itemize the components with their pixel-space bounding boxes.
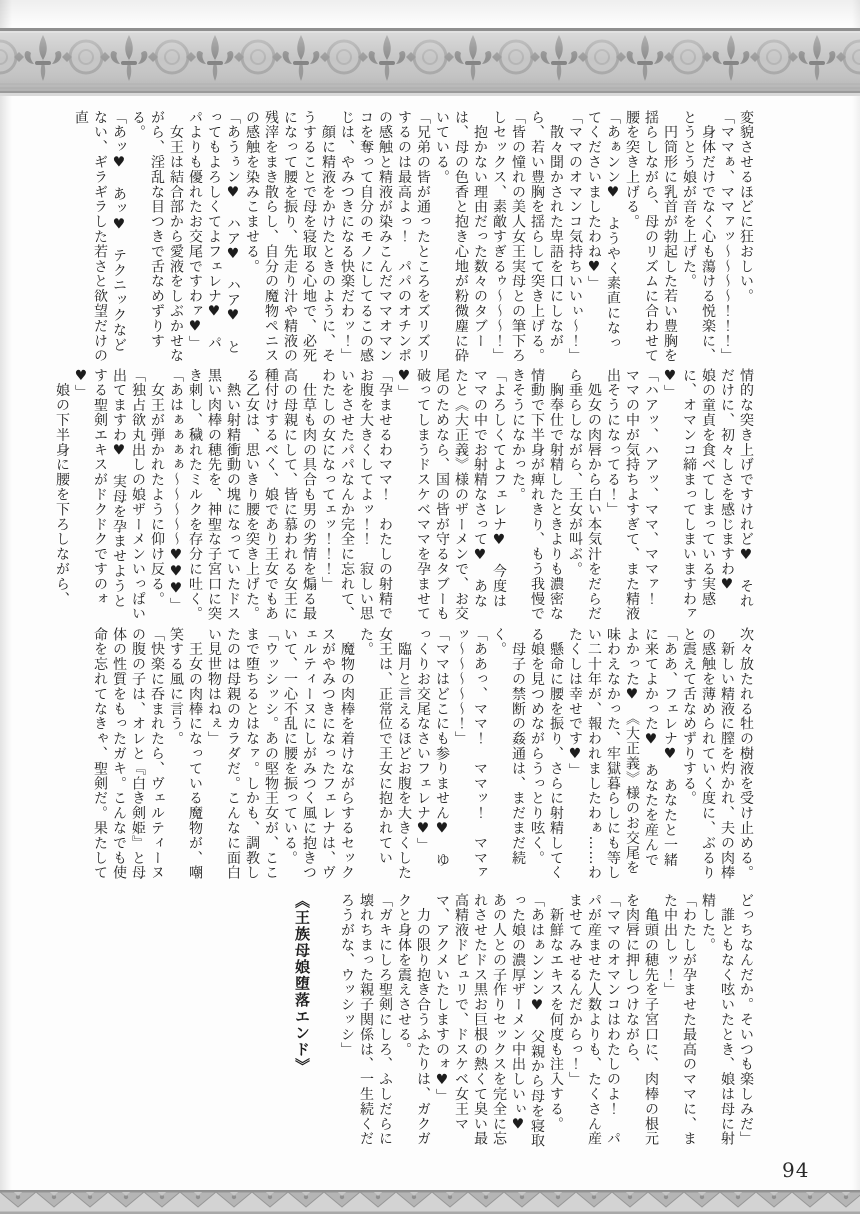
text-line: 「あッ♥ あッ♥ テクニックなどない、ギラギラした若さと欲望だけの直 xyxy=(73,110,127,364)
text-line: 「皆の憧れの美人女王実母との筆下ろしセックス、素敵すぎるゥ〜〜〜！」 xyxy=(491,110,526,364)
text-line: 「兄弟の皆が通ったところをズリズリするのは最高よっ！ パパのオチンポの感触と精液が染みこんだママオマンコを奪って自分のモノにしてるこの感じは、やみつきになる快楽だわッ！」 xyxy=(339,110,431,364)
text-line: 胸奉仕で射精したときよりも濃密な情動で下半身が痺れきり、もう我慢できそうになかった。 xyxy=(510,368,564,622)
text-line: 円筒形に乳首が勃起した若い豊胸を揺らしながら、母のリズムに合わせて腰を突き上げる。 xyxy=(624,110,678,364)
text-line: 臨月と言えるほどお腹を大きくした女王は、正常位で王女に抱かれていた。 xyxy=(358,627,412,881)
ending-label: 《王族母娘堕落エンド》 xyxy=(293,893,311,1075)
ornamental-border-bottom xyxy=(0,1190,860,1214)
text-line: 処女の肉唇から白い本気汁をだらだら垂らしながら、王女が叫ぶ。 xyxy=(567,368,602,622)
text-line: 次々放たれる牡の樹液を受け止める。 xyxy=(738,627,754,881)
text-line: 「あはぁンンン♥ 父親から母を寝取った娘の濃厚ザーメン中出しいぃ♥ あの人との子作りセックスを完全に忘れさせたドス黒お巨根の熱くて臭い最高精液ドビュリで、ドスケベ女王ママ、アクメいたしますのォ♥」 xyxy=(434,893,545,1149)
text-line: 懸命に腰を振り、さらに射精してくる娘を見つめながらうっとり呟く。 xyxy=(529,627,564,881)
text-line: 「よろしくてよフェレナ♥ 今度はママの中でお射精なさって♥ あなたと《大正義》様のザーメンで、お交尾のためなら、国の皆が守るタブーも破ってしまうドスケベママを孕ませて♥」 xyxy=(396,368,507,622)
text-line: 「ママぁ、ママァッ〜〜〜〜！！！」 xyxy=(719,110,735,364)
text-line: 「独占欲丸出しの娘ザーメンいっぱい出てますわ♥ 実母を孕ませようとする聖剣エキスがドクドクですのォ♥」 xyxy=(73,368,146,622)
text-line: 情的な突き上げですけれど♥ それだけに、初々しさを感じますわ♥ 娘の童貞を食べてしまっている実感に、オマンコ締まってしまいますわァ♥」 xyxy=(662,368,754,622)
text-line: 娘の下半身に腰を下ろしながら、 xyxy=(54,368,70,607)
text-line: 抱かない理由だった数々のタブーは、母の色香と抱き心地が粉微塵に砕いている。 xyxy=(434,110,488,364)
page-number: 94 xyxy=(782,1158,810,1182)
text-line: 「孕ませるわママ！ わたしの射精でお腹を大きくしてよッ！！ 寂しい思いをさせたパパなんか完全に忘れて、わたしの女になってェッ！！！」 xyxy=(320,368,393,622)
text-line: 女王は結合部から愛液をしぶかせながら、淫乱な目つきで舌なめずりする。 xyxy=(130,110,184,364)
text-line: 顔に精液をかけたときのように、そうすることで母を寝取る心地で、必死になって腰を振り、先走り汁や精液の残滓をまき散らし、自分の魔物ペニスの感触を染みこませる。 xyxy=(244,110,336,364)
text-line: 「ああっ、ママ！ ママッ！ ママァッ〜〜〜〜〜！」 xyxy=(453,627,488,881)
text-line: 変貌させるほどに狂おしい。 xyxy=(738,110,754,304)
text-line: 魔物の肉棒を着けながらするセックスがやみつきになったフェレナは、ヴェルティーヌにしがみつく風に抱きついて、一心不乱に腰を振っている。 xyxy=(282,627,355,881)
text-line: 新しい精液に膣を灼かれ、夫の肉棒の感触を薄められていく度に、ぶるりと震えて舌なめずりする。 xyxy=(681,627,735,881)
text-line: 女王が弾かれたように仰け反る。 xyxy=(149,368,165,607)
text-line: 「あぁンン♥ ようやく素直になってくださいましたわね♥」 xyxy=(586,110,621,351)
text-line: 「ウッシッシ。あの堅物王女が、ここまで堕ちるとはなァ。しかも、調教したのは母親のカラダだ。こんなに面白い見世物はねぇ」 xyxy=(206,627,279,881)
text-line: 「ガキにしろ聖剣にしろ、ふしだらに壊れちまった親子関係は、一生続くだろうがな、ウッシッシ」 xyxy=(339,893,393,1147)
page-edge-shade-top xyxy=(0,0,860,26)
text-line: 「ああ、フェレナ♥ あなたと一緒に来てよかった♥ あなたを産んでよかった♥ 《大正義》様のお交尾を味わえなかった、牢獄暮らしにも等しい二十年が、報われましたわぁ……わたくしは幸せです♥」 xyxy=(567,627,678,881)
text-line: 「わたしが孕ませた最高のママに、また中出しッ！」 xyxy=(662,893,697,1147)
text-line: 「ハアッ、ハアッ、ママ、ママァ！ ママの中が気持ちよすぎて、また精液出そうになってる！」 xyxy=(605,368,659,622)
text-line: 「ママのオマンコ気持ちいいぃ〜！」 xyxy=(567,110,583,364)
text-band-3 xyxy=(90,627,755,881)
text-line: 「あうぅン♥ ハア♥ ハア♥ とってもよろしくてよフェレナ♥ パパよりも優れたお交尾ですわァ♥」 xyxy=(187,110,241,355)
text-line: 誰ともなく呟いたとき、娘は母に射精した。 xyxy=(700,893,735,1147)
ornamental-border-top xyxy=(0,28,860,102)
text-line: 「快楽に呑まれたら、ヴェルティーヌの腹の子は、オレと『白き剣姫』と母体の性質をもったガキ。こんなでも使命を忘れてなきゃ、聖剣だ。果たして xyxy=(92,627,165,881)
text-line: 身体だけでなく心も蕩ける悦楽に、とうとう娘が音を上げた。 xyxy=(681,110,716,364)
page-edge-shade-left xyxy=(0,0,12,1214)
text-line: どっちなんだか。そいつも楽しみだ」 xyxy=(738,893,754,1147)
text-line: 仕草も肉の具合も男の劣情を煽る最高の母親にして、皆に慕われる女王に種付けするべく、娘であり王女でもある乙女は、思いきり腰を突き上げた。 xyxy=(244,368,317,622)
text-band-1 xyxy=(71,110,755,364)
text-line: 王女の肉棒になっている魔物が、嘲笑する風に言う。 xyxy=(168,627,203,881)
text-line: 新鮮なエキスを何度も注入する。 xyxy=(548,893,564,1132)
text-line: 力の限り抱き合うふたりは、ガクガクと身体を震えさせる。 xyxy=(396,893,431,1147)
text-line: 亀頭の穂先を子宮口に、肉棒の根元を肉唇に押しつけながら、 xyxy=(624,893,659,1147)
text-line: 散々聞かされた卑語を口にしながら、若い豊胸を揺らして突き上げる。 xyxy=(529,110,564,364)
page-edge-shade-right xyxy=(852,0,860,1214)
text-line: 「ママのオマンコはわたしのよ！ パパが産ませた人数よりも、たくさん産ませてみせるんだからっ！」 xyxy=(567,893,621,1147)
text-line: 「ママはどこにも参りません♥ ゆっくりお交尾なさいフェレナ♥」 xyxy=(415,627,450,868)
text-line: 母子の禁断の姦通は、まだまだ続く。 xyxy=(491,627,526,866)
text-line: 熱い射精衝動の塊になっていたドス黒い肉棒の穂先を、神聖な子宮口に突き刺し、穢れたミルクを存分に吐く。 xyxy=(187,368,241,622)
text-band-4 xyxy=(281,893,755,1161)
text-band-2 xyxy=(52,368,755,622)
text-line: 「あはぁぁぁぁ〜〜〜〜〜♥♥♥」 xyxy=(168,368,184,613)
